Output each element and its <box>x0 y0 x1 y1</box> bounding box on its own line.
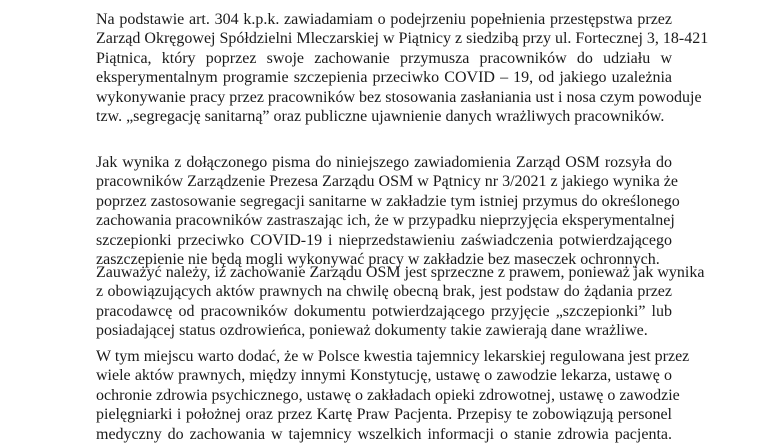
text-line: pracodawcę od pracowników dokumentu potwierdzającego przyjęcie „szczepionki” lub <box>96 302 672 320</box>
text-line: posiadającej status ozdrowieńca, ponieważ dokumenty takie zawierają dane wrażliwe. <box>96 322 648 340</box>
text-line: szczepionki przeciwko COVID-19 i nieprzedstawieniu zaświadczenia potwierdzającego <box>96 231 672 249</box>
paragraph-illegality <box>96 263 705 341</box>
text-line: Zauważyć należy, iż zachowanie Zarządu OSM jest sprzeczne z prawem, ponieważ jak wynika <box>96 264 705 281</box>
text-line: zachowania pracowników zastraszając ich, że w przypadku nieprzyjęcia eksperymentalnej <box>96 212 675 230</box>
paragraph-notification <box>96 10 709 126</box>
text-line: eksperymentalnym programie szczepienia przeciwko COVID – 19, od jakiego uzależnia <box>96 69 672 87</box>
text-line: pielęgniarki i położnej oraz przez Kartę Praw Pacjenta. Przepisy te zobowiązują personel <box>96 406 672 424</box>
text-line: pracowników Zarządzenie Prezesa Zarządu OSM w Pątnicy nr 3/2021 z jakiego wynika że <box>96 173 679 191</box>
text-line: Piątnica, który poprzez swoje zachowanie przymusza pracowników do udziału w <box>96 49 672 67</box>
text-line: z obowiązujących aktów prawnych na chwilę obecną brak, jest podstaw do żądania przez <box>96 283 672 301</box>
text-line: Zarząd Okręgowej Spółdzielni Mleczarskiej w Piątnicy z siedzibą przy ul. Fortecznej 3, 18-421 <box>96 30 709 48</box>
text-line: W tym miejscu warto dodać, że w Polsce kwestia tajemnicy lekarskiej regulowana jest przez <box>96 348 690 365</box>
text-line: ochronie zdrowia psychicznego, ustawę o zakładach opieki zdrowotnej, ustawę o zawodzie <box>96 386 680 404</box>
paragraph-directive <box>96 153 680 269</box>
text-line: wykonywanie pracy przez pracowników bez stosowania zasłaniania ust i nosa czym powoduje <box>96 88 702 106</box>
text-line: poprzez zastosowanie segregacji sanitarne w zakładzie tym istniej przymus do określonego <box>96 192 680 210</box>
text-line: Jak wynika z dołączonego pisma do niniejszego zawiadomienia Zarząd OSM rozsyła do <box>96 154 672 171</box>
paragraph-medical-secrecy <box>96 347 690 444</box>
text-line: Na podstawie art. 304 k.p.k. zawiadamiam o podejrzeniu popełnienia przestępstwa przez <box>96 11 672 28</box>
text-line: tzw. „segregację sanitarną” oraz publiczne ujawnienie danych wrażliwych pracowników. <box>96 107 665 125</box>
text-line: wiele aktów prawnych, między innymi Konstytucję, ustawę o zawodzie lekarza, ustawę o <box>96 367 672 385</box>
text-line: zaszczepienie nie będą mogli wykonywać pracy w zakładzie bez maseczek ochronnych. <box>96 250 660 268</box>
text-line: medyczny do zachowania w tajemnicy wszelkich informacji o stanie zdrowia pacjenta. <box>96 425 672 443</box>
